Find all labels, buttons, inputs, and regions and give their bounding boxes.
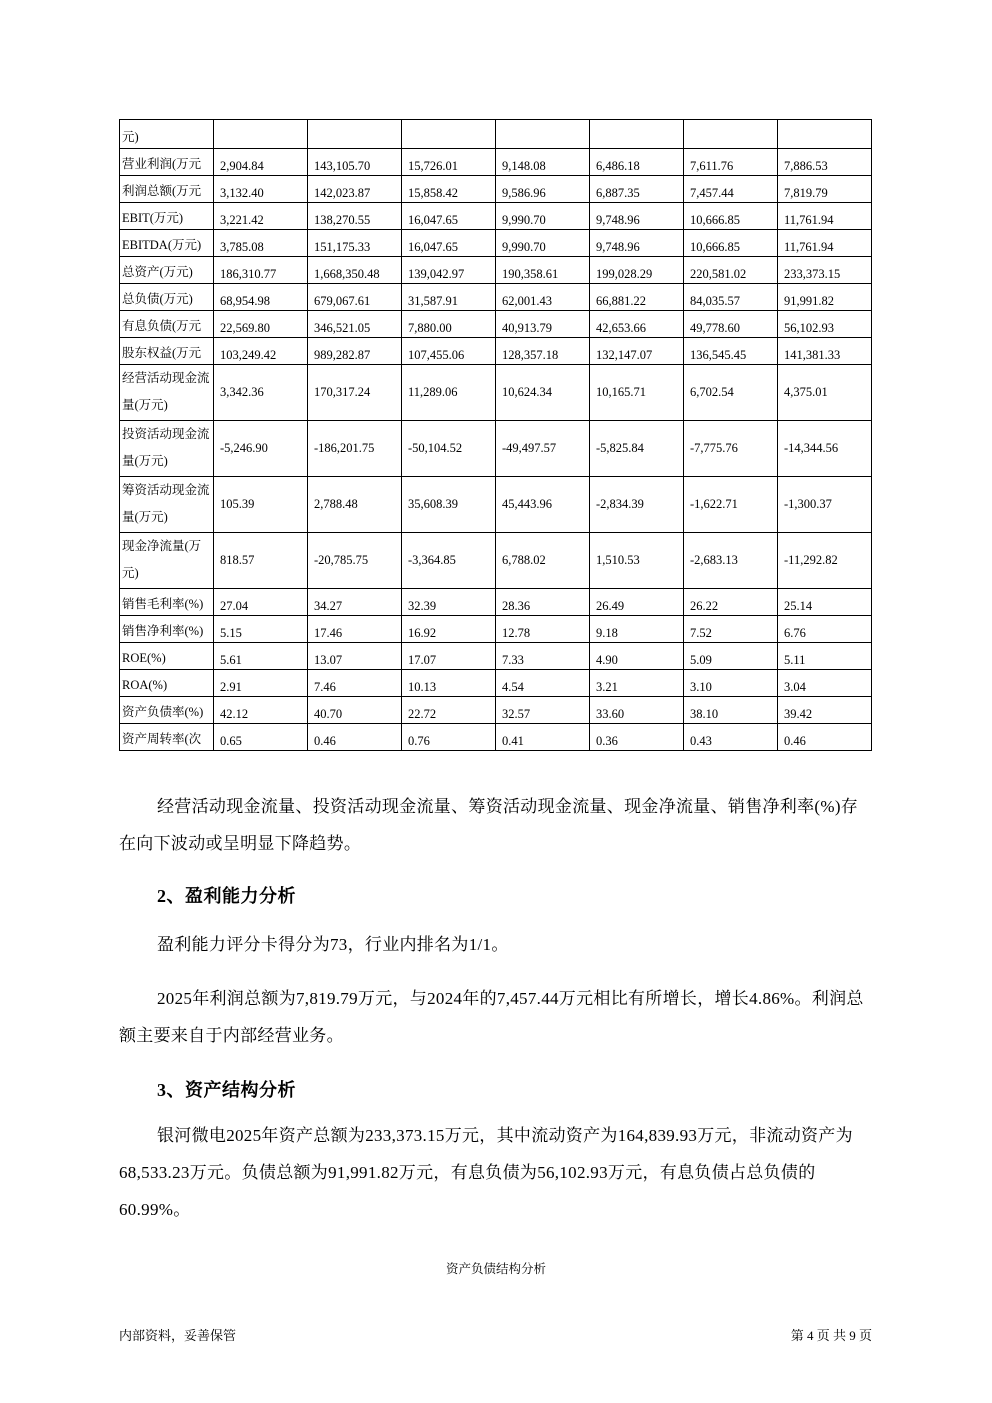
- table-cell: 40.70: [308, 697, 402, 724]
- table-cell: -3,364.85: [402, 533, 496, 589]
- financial-table: [119, 119, 872, 751]
- table-cell: 6,702.54: [684, 365, 778, 421]
- table-cell: 66,881.22: [590, 284, 684, 311]
- table-cell: -2,834.39: [590, 477, 684, 533]
- table-cell: 3,785.08: [214, 230, 308, 257]
- asset-paragraph: 银河微电2025年资产总额为233,373.15万元，其中流动资产为164,839.93万元，非流动资产为68,533.23万元。负债总额为91,991.82万元，有息负债为56,102.93万元，有息负债占总负债的60.99%。: [119, 1126, 853, 1219]
- row-label: 元): [120, 120, 214, 149]
- table-cell: 128,357.18: [496, 338, 590, 365]
- table-cell: 27.04: [214, 589, 308, 616]
- table-cell: -14,344.56: [778, 421, 872, 477]
- table-row: [120, 257, 872, 284]
- table-cell: 16.92: [402, 616, 496, 643]
- table-cell: [308, 120, 402, 149]
- table-cell: 12.78: [496, 616, 590, 643]
- table-cell: 3.10: [684, 670, 778, 697]
- section-heading-asset-structure: 3、资产结构分析: [157, 1080, 296, 1100]
- row-label: EBIT(万元): [120, 203, 214, 230]
- profit-paragraph: 2025年利润总额为7,819.79万元，与2024年的7,457.44万元相比有所增长，增长4.86%。利润总额主要来自于内部经营业务。: [119, 989, 864, 1045]
- table-cell: 15,858.42: [402, 176, 496, 203]
- table-cell: 199,028.29: [590, 257, 684, 284]
- table-cell: [214, 120, 308, 149]
- table-cell: 679,067.61: [308, 284, 402, 311]
- row-label: ROA(%): [120, 670, 214, 697]
- table-cell: 7.33: [496, 643, 590, 670]
- table-cell: 0.41: [496, 724, 590, 751]
- table-cell: 6,486.18: [590, 149, 684, 176]
- table-cell: 2,788.48: [308, 477, 402, 533]
- table-cell: 11,761.94: [778, 203, 872, 230]
- table-cell: 9,990.70: [496, 203, 590, 230]
- table-cell: 9,748.96: [590, 203, 684, 230]
- table-cell: 0.36: [590, 724, 684, 751]
- table-cell: 3.21: [590, 670, 684, 697]
- table-cell: 68,954.98: [214, 284, 308, 311]
- table-cell: 1,510.53: [590, 533, 684, 589]
- table-cell: [778, 120, 872, 149]
- table-cell: 2,904.84: [214, 149, 308, 176]
- table-cell: 142,023.87: [308, 176, 402, 203]
- row-label: 利润总额(万元: [120, 176, 214, 203]
- row-label: 股东权益(万元: [120, 338, 214, 365]
- table-row: [120, 338, 872, 365]
- table-cell: 103,249.42: [214, 338, 308, 365]
- table-cell: 0.46: [778, 724, 872, 751]
- table-cell: [402, 120, 496, 149]
- row-label: 销售净利率(%): [120, 616, 214, 643]
- table-row: [120, 643, 872, 670]
- table-cell: 5.15: [214, 616, 308, 643]
- table-cell: 132,147.07: [590, 338, 684, 365]
- table-cell: 6,788.02: [496, 533, 590, 589]
- table-cell: 0.65: [214, 724, 308, 751]
- table-cell: 151,175.33: [308, 230, 402, 257]
- section-heading-profitability: 2、盈利能力分析: [157, 886, 296, 906]
- table-row: [120, 477, 872, 533]
- table-cell: 13.07: [308, 643, 402, 670]
- table-cell: 6.76: [778, 616, 872, 643]
- table-cell: 5.11: [778, 643, 872, 670]
- table-cell: [496, 120, 590, 149]
- row-label: 投资活动现金流量(万元): [120, 421, 214, 477]
- table-cell: 15,726.01: [402, 149, 496, 176]
- table-cell: 49,778.60: [684, 311, 778, 338]
- row-label: 筹资活动现金流量(万元): [120, 477, 214, 533]
- table-cell: 39.42: [778, 697, 872, 724]
- row-label: ROE(%): [120, 643, 214, 670]
- table-cell: 16,047.65: [402, 230, 496, 257]
- table-cell: 91,991.82: [778, 284, 872, 311]
- table-cell: 4,375.01: [778, 365, 872, 421]
- table-cell: -5,246.90: [214, 421, 308, 477]
- footer-confidential: 内部资料，妥善保管: [119, 1328, 237, 1343]
- table-cell: 10,165.71: [590, 365, 684, 421]
- table-row: [120, 365, 872, 421]
- table-cell: 42,653.66: [590, 311, 684, 338]
- table-cell: 7,457.44: [684, 176, 778, 203]
- table-cell: 16,047.65: [402, 203, 496, 230]
- table-cell: 22,569.80: [214, 311, 308, 338]
- table-cell: 26.49: [590, 589, 684, 616]
- table-row: [120, 589, 872, 616]
- table-cell: 33.60: [590, 697, 684, 724]
- row-label: 现金净流量(万元): [120, 533, 214, 589]
- row-label: 总资产(万元): [120, 257, 214, 284]
- table-cell: 38.10: [684, 697, 778, 724]
- table-cell: 35,608.39: [402, 477, 496, 533]
- table-row: [120, 697, 872, 724]
- table-cell: 9,990.70: [496, 230, 590, 257]
- table-cell: 143,105.70: [308, 149, 402, 176]
- row-label: 营业利润(万元: [120, 149, 214, 176]
- table-cell: 7,880.00: [402, 311, 496, 338]
- table-cell: 84,035.57: [684, 284, 778, 311]
- chart-caption: 资产负债结构分析: [445, 1262, 546, 1276]
- table-cell: 1,668,350.48: [308, 257, 402, 284]
- table-cell: -5,825.84: [590, 421, 684, 477]
- table-cell: 45,443.96: [496, 477, 590, 533]
- table-cell: 26.22: [684, 589, 778, 616]
- table-cell: 170,317.24: [308, 365, 402, 421]
- row-label: 经营活动现金流量(万元): [120, 365, 214, 421]
- table-cell: 5.09: [684, 643, 778, 670]
- table-cell: 7,611.76: [684, 149, 778, 176]
- table-row: [120, 176, 872, 203]
- table-cell: 2.91: [214, 670, 308, 697]
- table-cell: 34.27: [308, 589, 402, 616]
- table-cell: 818.57: [214, 533, 308, 589]
- table-cell: 10,666.85: [684, 230, 778, 257]
- table-cell: -7,775.76: [684, 421, 778, 477]
- table-cell: 3,132.40: [214, 176, 308, 203]
- table-row: [120, 203, 872, 230]
- table-cell: 10.13: [402, 670, 496, 697]
- table-row: [120, 120, 872, 149]
- table-cell: 233,373.15: [778, 257, 872, 284]
- table-cell: 3,221.42: [214, 203, 308, 230]
- table-cell: -49,497.57: [496, 421, 590, 477]
- table-cell: 11,289.06: [402, 365, 496, 421]
- table-cell: 4.54: [496, 670, 590, 697]
- table-cell: 9.18: [590, 616, 684, 643]
- table-cell: 62,001.43: [496, 284, 590, 311]
- table-row: [120, 311, 872, 338]
- table-cell: 40,913.79: [496, 311, 590, 338]
- table-cell: 22.72: [402, 697, 496, 724]
- table-cell: 7.52: [684, 616, 778, 643]
- table-cell: 3,342.36: [214, 365, 308, 421]
- table-cell: 25.14: [778, 589, 872, 616]
- table-cell: 7.46: [308, 670, 402, 697]
- table-cell: 17.46: [308, 616, 402, 643]
- table-cell: 11,761.94: [778, 230, 872, 257]
- trend-paragraph: 经营活动现金流量、投资活动现金流量、筹资活动现金流量、现金净流量、销售净利率(%)存在向下波动或呈明显下降趋势。: [119, 797, 859, 853]
- table-cell: 17.07: [402, 643, 496, 670]
- table-cell: 4.90: [590, 643, 684, 670]
- table-cell: 346,521.05: [308, 311, 402, 338]
- table-cell: 139,042.97: [402, 257, 496, 284]
- table-cell: 7,819.79: [778, 176, 872, 203]
- row-label: 资产负债率(%): [120, 697, 214, 724]
- table-cell: 3.04: [778, 670, 872, 697]
- row-label: 资产周转率(次: [120, 724, 214, 751]
- table-cell: 186,310.77: [214, 257, 308, 284]
- table-cell: 7,886.53: [778, 149, 872, 176]
- table-cell: 0.76: [402, 724, 496, 751]
- table-cell: 9,748.96: [590, 230, 684, 257]
- table-row: [120, 284, 872, 311]
- row-label: 总负债(万元): [120, 284, 214, 311]
- table-row: [120, 421, 872, 477]
- table-row: [120, 533, 872, 589]
- row-label: EBITDA(万元): [120, 230, 214, 257]
- table-cell: [684, 120, 778, 149]
- table-cell: 10,624.34: [496, 365, 590, 421]
- table-cell: [590, 120, 684, 149]
- table-cell: -1,300.37: [778, 477, 872, 533]
- table-cell: 32.57: [496, 697, 590, 724]
- table-row: [120, 230, 872, 257]
- table-cell: 141,381.33: [778, 338, 872, 365]
- table-cell: 10,666.85: [684, 203, 778, 230]
- table-cell: -186,201.75: [308, 421, 402, 477]
- table-cell: 5.61: [214, 643, 308, 670]
- table-row: [120, 616, 872, 643]
- table-cell: 0.46: [308, 724, 402, 751]
- table-row: [120, 149, 872, 176]
- table-cell: -11,292.82: [778, 533, 872, 589]
- table-cell: 32.39: [402, 589, 496, 616]
- table-cell: 989,282.87: [308, 338, 402, 365]
- table-cell: 0.43: [684, 724, 778, 751]
- table-cell: 220,581.02: [684, 257, 778, 284]
- row-label: 有息负债(万元: [120, 311, 214, 338]
- table-cell: 56,102.93: [778, 311, 872, 338]
- table-cell: 190,358.61: [496, 257, 590, 284]
- score-paragraph: 盈利能力评分卡得分为73，行业内排名为1/1。: [157, 935, 509, 954]
- table-cell: 9,148.08: [496, 149, 590, 176]
- table-cell: 107,455.06: [402, 338, 496, 365]
- table-cell: 31,587.91: [402, 284, 496, 311]
- table-cell: 6,887.35: [590, 176, 684, 203]
- table-cell: 42.12: [214, 697, 308, 724]
- table-row: [120, 670, 872, 697]
- table-cell: -50,104.52: [402, 421, 496, 477]
- row-label: 销售毛利率(%): [120, 589, 214, 616]
- table-cell: -2,683.13: [684, 533, 778, 589]
- footer-page-number: 第 4 页 共 9 页: [790, 1328, 872, 1343]
- table-cell: 138,270.55: [308, 203, 402, 230]
- table-cell: 136,545.45: [684, 338, 778, 365]
- table-cell: 105.39: [214, 477, 308, 533]
- table-cell: -1,622.71: [684, 477, 778, 533]
- table-cell: 9,586.96: [496, 176, 590, 203]
- table-cell: 28.36: [496, 589, 590, 616]
- table-row: [120, 724, 872, 751]
- table-cell: -20,785.75: [308, 533, 402, 589]
